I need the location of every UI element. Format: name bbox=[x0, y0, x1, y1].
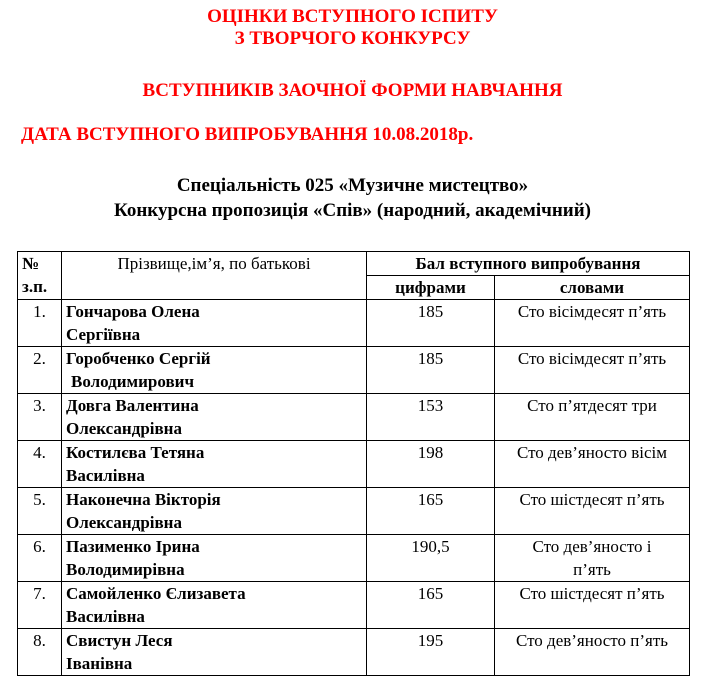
row-name-line2: Володимирович bbox=[71, 372, 195, 391]
row-name bbox=[62, 535, 367, 582]
row-digits: 195 bbox=[367, 629, 495, 676]
row-name bbox=[62, 629, 367, 676]
row-name-line1: Наконечна Вікторія bbox=[66, 490, 221, 509]
row-digits: 165 bbox=[367, 488, 495, 535]
row-name bbox=[62, 300, 367, 347]
table-row bbox=[18, 347, 690, 394]
header-num-a: № bbox=[22, 254, 40, 273]
row-name-line1: Довга Валентина bbox=[66, 396, 199, 415]
row-words: Сто вісімдесят п’ять bbox=[495, 300, 690, 347]
header-num-cell bbox=[18, 252, 62, 300]
table-row bbox=[18, 535, 690, 582]
row-digits: 190,5 bbox=[367, 535, 495, 582]
row-words bbox=[495, 535, 690, 582]
row-name bbox=[62, 582, 367, 629]
row-name-line2: Сергіївна bbox=[66, 325, 141, 344]
specialty-title: Спеціальність 025 «Музичне мистецтво» bbox=[176, 175, 529, 196]
proposal-title: Конкурсна пропозиція «Спів» (народний, академічний) bbox=[114, 200, 591, 221]
row-digits: 185 bbox=[367, 300, 495, 347]
row-digits: 165 bbox=[367, 582, 495, 629]
table-row bbox=[18, 582, 690, 629]
row-name-line1: Самойленко Єлизавета bbox=[66, 584, 246, 603]
title-line-2: З ТВОРЧОГО КОНКУРСУ bbox=[234, 28, 471, 49]
row-words-line2: п’ять bbox=[573, 560, 611, 579]
row-num: 5. bbox=[18, 488, 62, 535]
row-words: Сто дев’яносто п’ять bbox=[495, 629, 690, 676]
table-row bbox=[18, 488, 690, 535]
table-row bbox=[18, 300, 690, 347]
results-table bbox=[17, 251, 690, 676]
row-name-line1: Костилєва Тетяна bbox=[66, 443, 205, 462]
row-digits: 198 bbox=[367, 441, 495, 488]
title-line-3: ВСТУПНИКІВ ЗАОЧНОЇ ФОРМИ НАВЧАННЯ bbox=[142, 80, 563, 101]
row-words: Сто шістдесят п’ять bbox=[495, 582, 690, 629]
row-name-line1: Пазименко Ірина bbox=[66, 537, 200, 556]
row-words: Сто п’ятдесят три bbox=[495, 394, 690, 441]
title-line-1: ОЦІНКИ ВСТУПНОГО ІСПИТУ bbox=[207, 6, 498, 27]
exam-date: ДАТА ВСТУПНОГО ВИПРОБУВАННЯ 10.08.2018р. bbox=[21, 124, 474, 145]
row-digits: 185 bbox=[367, 347, 495, 394]
row-num: 3. bbox=[18, 394, 62, 441]
row-digits: 153 bbox=[367, 394, 495, 441]
table-row bbox=[18, 441, 690, 488]
row-name bbox=[62, 441, 367, 488]
row-name bbox=[62, 488, 367, 535]
row-words: Сто дев’яносто вісім bbox=[495, 441, 690, 488]
row-num: 6. bbox=[18, 535, 62, 582]
row-name-line2: Олександрівна bbox=[66, 419, 182, 438]
row-name-line1: Гончарова Олена bbox=[66, 302, 200, 321]
header-words: словами bbox=[495, 276, 690, 300]
table-row bbox=[18, 629, 690, 676]
row-name-line1: Свистун Леся bbox=[66, 631, 173, 650]
table-row bbox=[18, 394, 690, 441]
header-digits: цифрами bbox=[367, 276, 495, 300]
row-name bbox=[62, 394, 367, 441]
row-name-line2: Іванівна bbox=[66, 654, 133, 673]
row-name-line2: Володимирівна bbox=[66, 560, 185, 579]
row-num: 8. bbox=[18, 629, 62, 676]
row-words: Сто шістдесят п’ять bbox=[495, 488, 690, 535]
row-words-line1: Сто дев’яносто і bbox=[532, 537, 652, 556]
row-num: 7. bbox=[18, 582, 62, 629]
row-name-line2: Василівна bbox=[66, 607, 145, 626]
row-num: 2. bbox=[18, 347, 62, 394]
header-score: Бал вступного випробування bbox=[367, 252, 690, 276]
row-num: 1. bbox=[18, 300, 62, 347]
row-name bbox=[62, 347, 367, 394]
table-header-row bbox=[18, 252, 690, 276]
header-name-cell bbox=[62, 252, 367, 300]
row-name-line1: Горобченко Сергій bbox=[66, 349, 211, 368]
row-name-line2: Олександрівна bbox=[66, 513, 182, 532]
header-num-b: з.п. bbox=[22, 277, 48, 296]
header-name: Прізвище,ім’я, по батькові bbox=[117, 254, 311, 273]
row-words: Сто вісімдесят п’ять bbox=[495, 347, 690, 394]
row-num: 4. bbox=[18, 441, 62, 488]
row-name-line2: Василівна bbox=[66, 466, 145, 485]
